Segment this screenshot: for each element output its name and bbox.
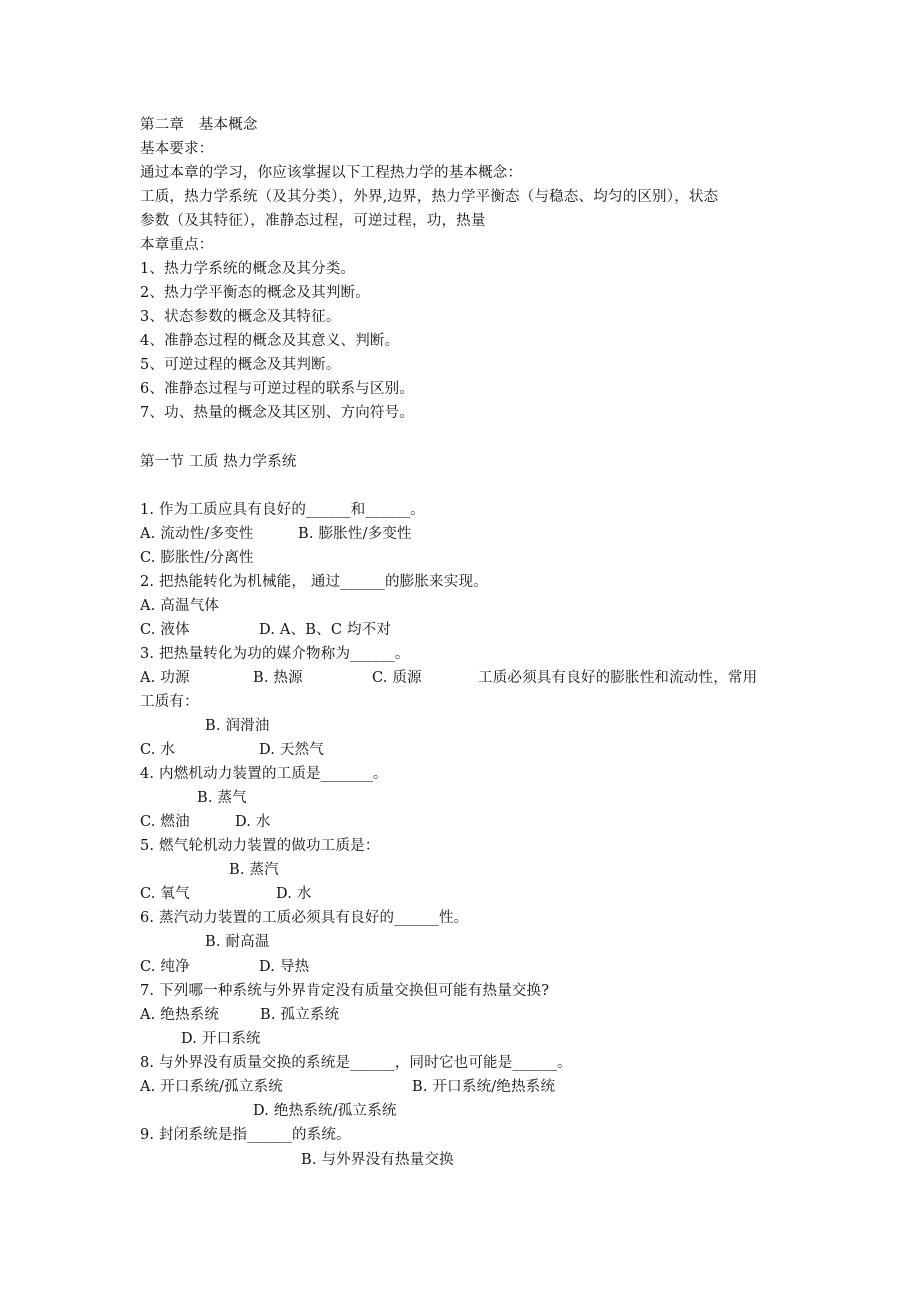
question-stem: 6. 蒸汽动力装置的工质必须具有良好的______性。 [140, 910, 469, 926]
option-c: C. 燃油 [140, 814, 190, 830]
requirements-intro: 通过本章的学习，你应该掌握以下工程热力学的基本概念： [140, 165, 523, 181]
key-point-item: 4、准静态过程的概念及其意义、判断。 [140, 333, 400, 349]
option-c: C. 水 [140, 742, 176, 758]
option-b: B. 孤立系统 [260, 1007, 340, 1023]
inline-note-text: 工质有： [140, 694, 199, 710]
option-a: A. 开口系统/孤立系统 [140, 1079, 283, 1095]
option-b: B. 蒸汽 [229, 862, 279, 878]
question-stem: 3. 把热量转化为功的媒介物称为______。 [140, 646, 410, 662]
key-point-item: 1、热力学系统的概念及其分类。 [140, 261, 356, 277]
option-c: C. 质源 [372, 670, 422, 686]
key-point-item: 6、准静态过程与可逆过程的联系与区别。 [140, 381, 415, 397]
option-c: C. 液体 [140, 622, 190, 638]
key-point-item: 5、可逆过程的概念及其判断。 [140, 357, 341, 373]
key-point-item: 2、热力学平衡态的概念及其判断。 [140, 285, 370, 301]
requirements-line-2: 参数（及其特征），准静态过程，可逆过程，功，热量 [140, 213, 486, 229]
option-a: A. 高温气体 [140, 598, 220, 614]
key-point-item: 7、功、热量的概念及其区别、方向符号。 [140, 405, 415, 421]
option-b: B. 热源 [253, 670, 303, 686]
question-stem: 2. 把热能转化为机械能， 通过______的膨胀来实现。 [140, 574, 488, 590]
option-d: D. 水 [276, 886, 312, 902]
option-d: D. A、B、C 均不对 [259, 622, 392, 638]
question-stem: 1. 作为工质应具有良好的______和______。 [140, 502, 425, 518]
option-a: A. 功源 [140, 670, 190, 686]
option-b: B. 蒸气 [197, 790, 247, 806]
option-d: D. 天然气 [259, 742, 325, 758]
section-title: 第一节 工质 热力学系统 [140, 454, 297, 470]
key-point-item: 3、状态参数的概念及其特征。 [140, 309, 341, 325]
option-b: B. 润滑油 [205, 718, 270, 734]
option-d: D. 导热 [259, 959, 310, 975]
option-d: D. 水 [235, 814, 271, 830]
requirements-heading: 基本要求： [140, 141, 214, 157]
option-c: C. 膨胀性/分离性 [140, 550, 254, 566]
question-stem: 7. 下列哪一种系统与外界肯定没有质量交换但可能有热量交换? [140, 983, 550, 999]
option-c: C. 纯净 [140, 959, 190, 975]
inline-note: 工质必须具有良好的膨胀性和流动性，常用 [478, 670, 758, 686]
option-d: D. 开口系统 [181, 1031, 261, 1047]
option-a: A. 流动性/多变性 [140, 526, 254, 542]
option-b: B. 耐高温 [205, 934, 270, 950]
option-a: A. 绝热系统 [140, 1007, 220, 1023]
option-b: B. 开口系统/绝热系统 [412, 1079, 556, 1095]
key-points-heading: 本章重点： [140, 237, 214, 253]
option-b: B. 膨胀性/多变性 [298, 526, 412, 542]
question-stem: 9. 封闭系统是指______的系统。 [140, 1127, 351, 1143]
option-c: C. 氧气 [140, 886, 190, 902]
question-stem: 5. 燃气轮机动力装置的做功工质是： [140, 838, 380, 854]
question-stem: 8. 与外界没有质量交换的系统是______，同时它也可能是______。 [140, 1055, 572, 1071]
option-b: B. 与外界没有热量交换 [301, 1152, 454, 1168]
option-d: D. 绝热系统/孤立系统 [253, 1103, 397, 1119]
question-stem: 4. 内燃机动力装置的工质是_______。 [140, 766, 388, 782]
chapter-title: 第二章 基本概念 [140, 117, 258, 133]
requirements-line-1: 工质，热力学系统（及其分类），外界,边界，热力学平衡态（与稳态、均匀的区别），状态 [140, 189, 719, 205]
